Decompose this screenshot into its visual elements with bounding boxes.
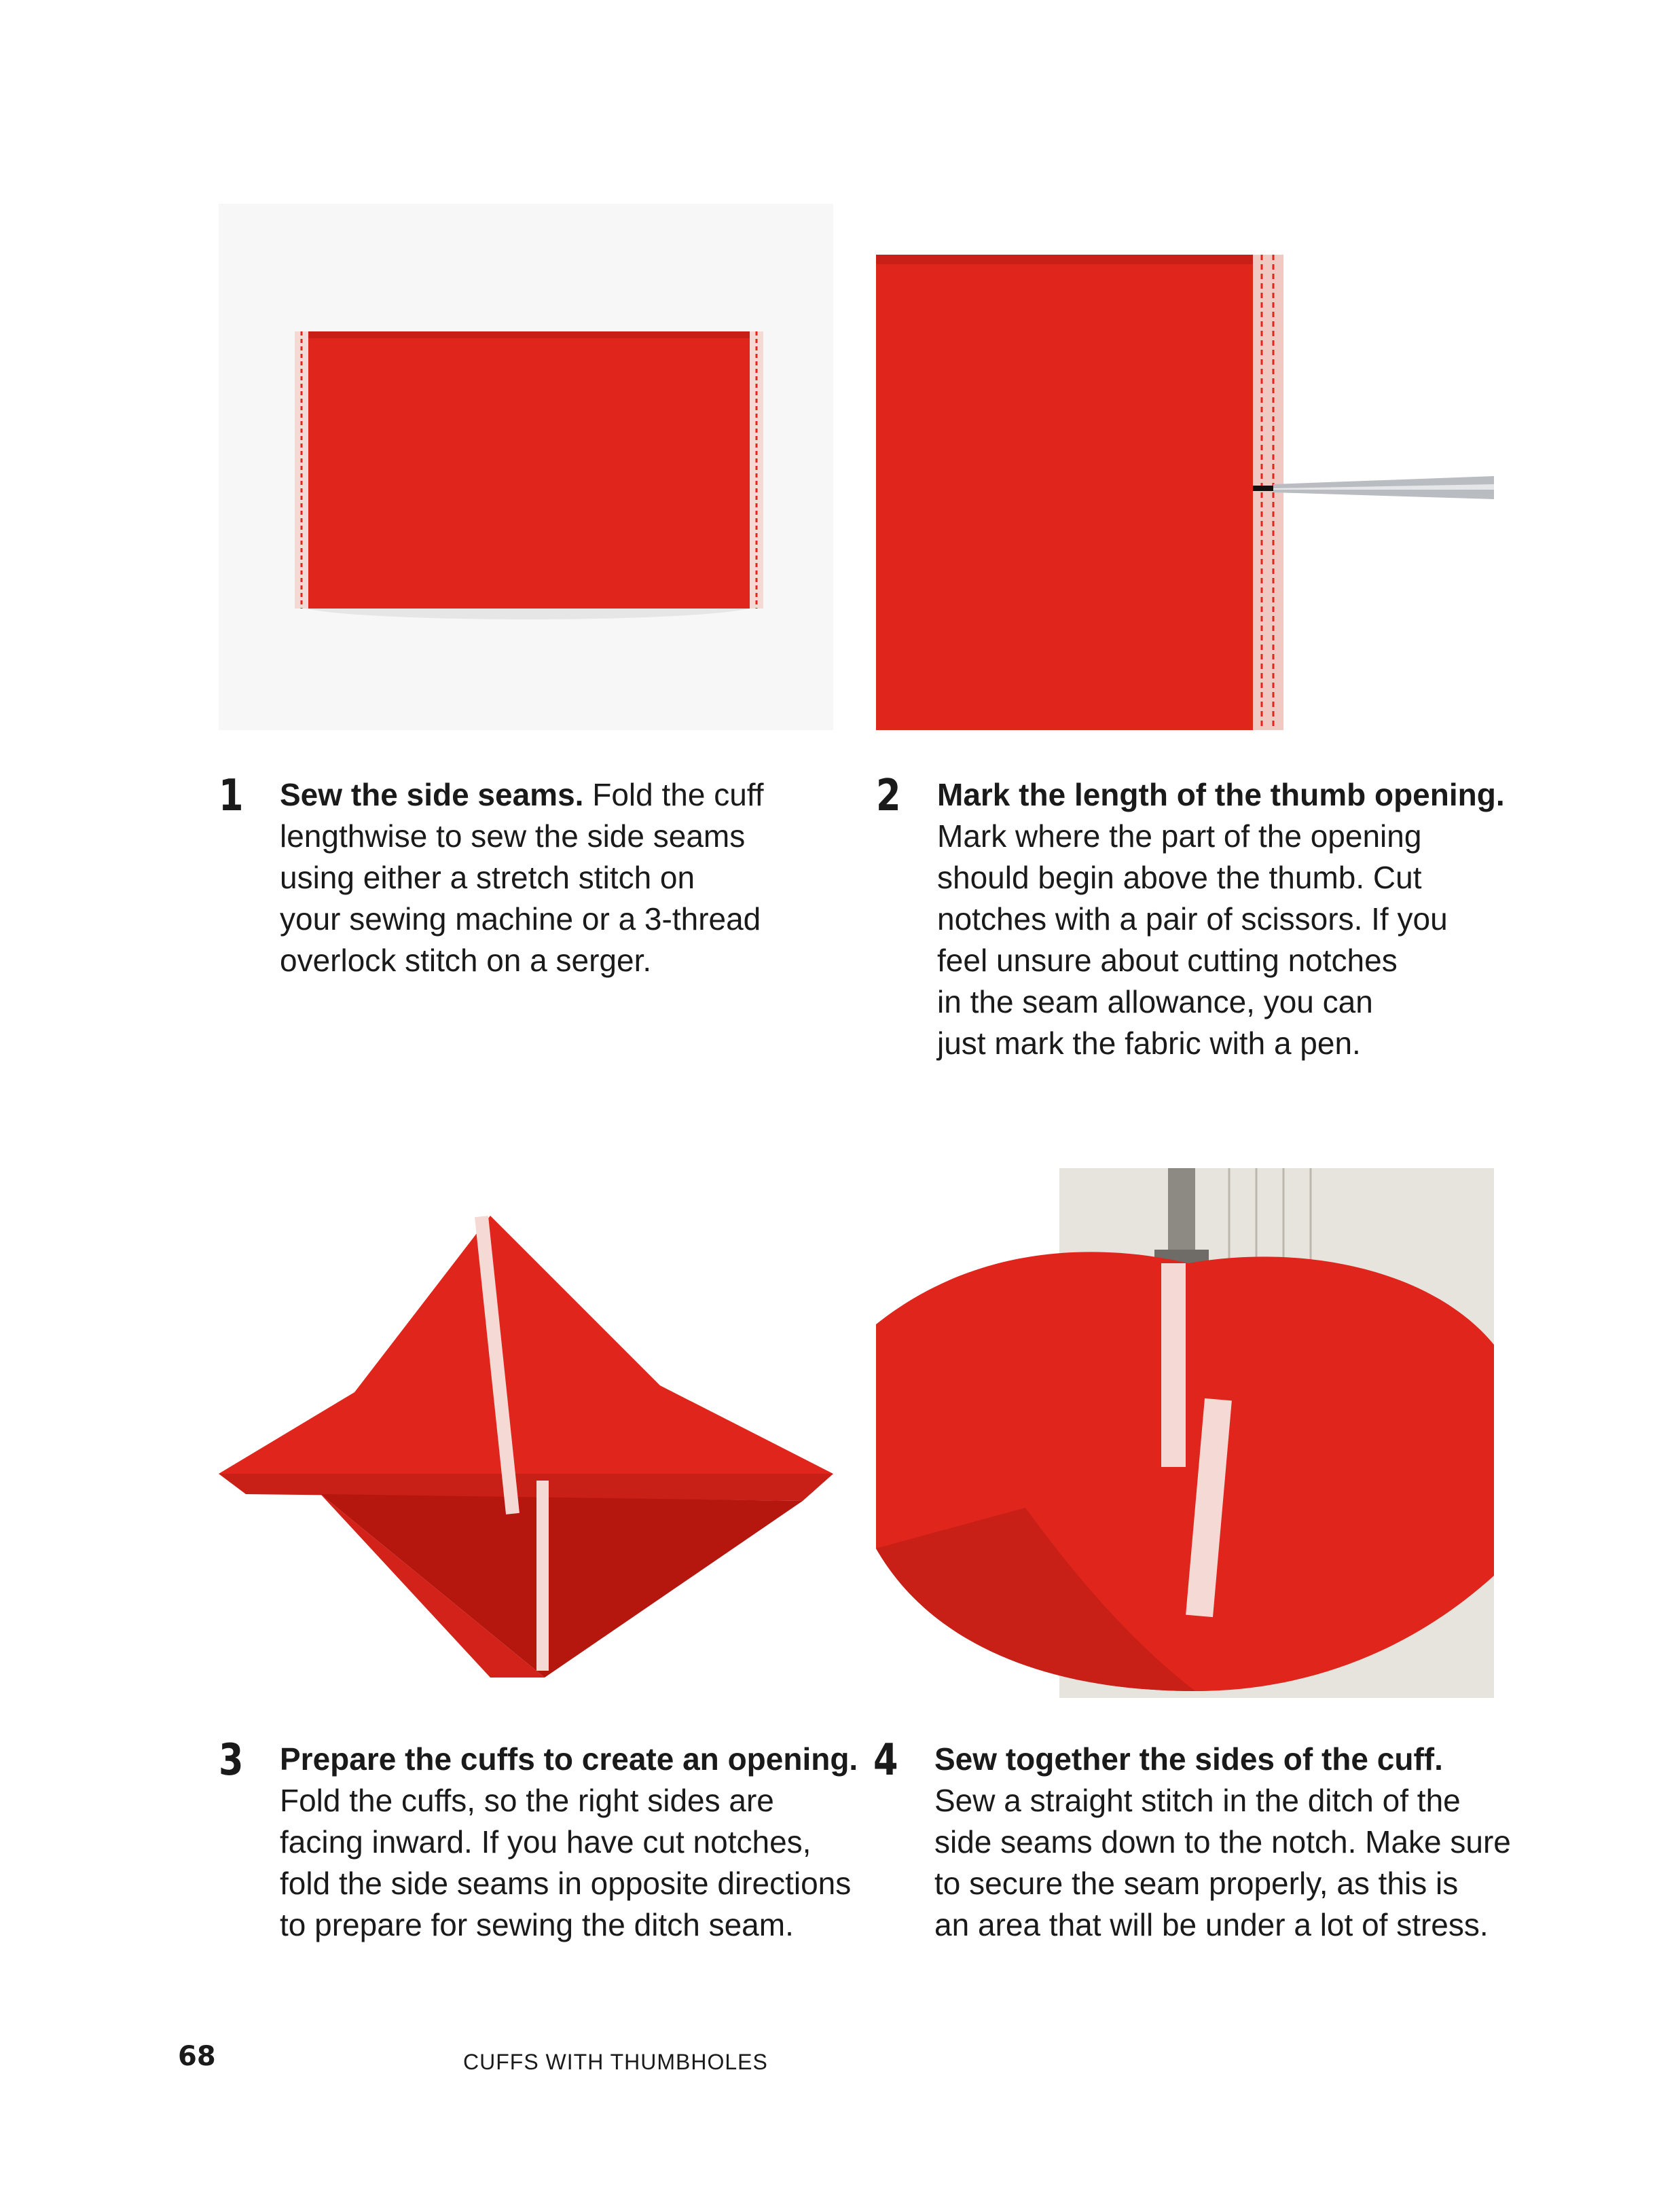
step-text: [280, 774, 864, 981]
folded-cuff-scissors-photo: [876, 255, 1494, 730]
folded-cuff-opening-photo: [219, 1209, 833, 1678]
sewing-machine-cuff-photo: [876, 1168, 1494, 1698]
step-number: 4: [873, 1735, 898, 1785]
step-body: Fold the cuffs, so the right sides are facing inward. If you have cut notches, fold the side seams in opposite directions to prepare for sewing the ditch seam.: [280, 1783, 852, 1942]
step-title: Prepare the cuffs to create an opening.: [280, 1741, 858, 1777]
step-title: Sew together the sides of the cuff.: [934, 1741, 1443, 1777]
step-number: 3: [219, 1735, 244, 1785]
step-number: 1: [219, 771, 244, 821]
page-number: 68: [178, 2041, 216, 2072]
step-text: [934, 1739, 1518, 1946]
step-text: [280, 1739, 864, 1946]
step-number: 2: [876, 771, 901, 821]
step-body: Sew a straight stitch in the ditch of the side seams down to the notch. Make sure to secure the seam properly, as this is an area that will be under a lot of stress.: [934, 1783, 1511, 1942]
step-title: Mark the length of the thumb opening.: [937, 777, 1505, 812]
flat-cuff-photo: [219, 204, 833, 730]
step-title: Sew the side seams.: [280, 777, 584, 812]
step-body: Fold the cuff lengthwise to sew the side seams using either a stretch stitch on your sewing machine or a 3-thread overlock stitch on a serger.: [280, 777, 764, 978]
step-body: Mark where the part of the opening should begin above the thumb. Cut notches with a pair of scissors. If you feel unsure about cutting notches in the seam allowance, you can just mark the fabric with a pen.: [937, 818, 1448, 1061]
step-text: [937, 774, 1521, 1064]
running-head: CUFFS WITH THUMBHOLES: [463, 2050, 768, 2074]
